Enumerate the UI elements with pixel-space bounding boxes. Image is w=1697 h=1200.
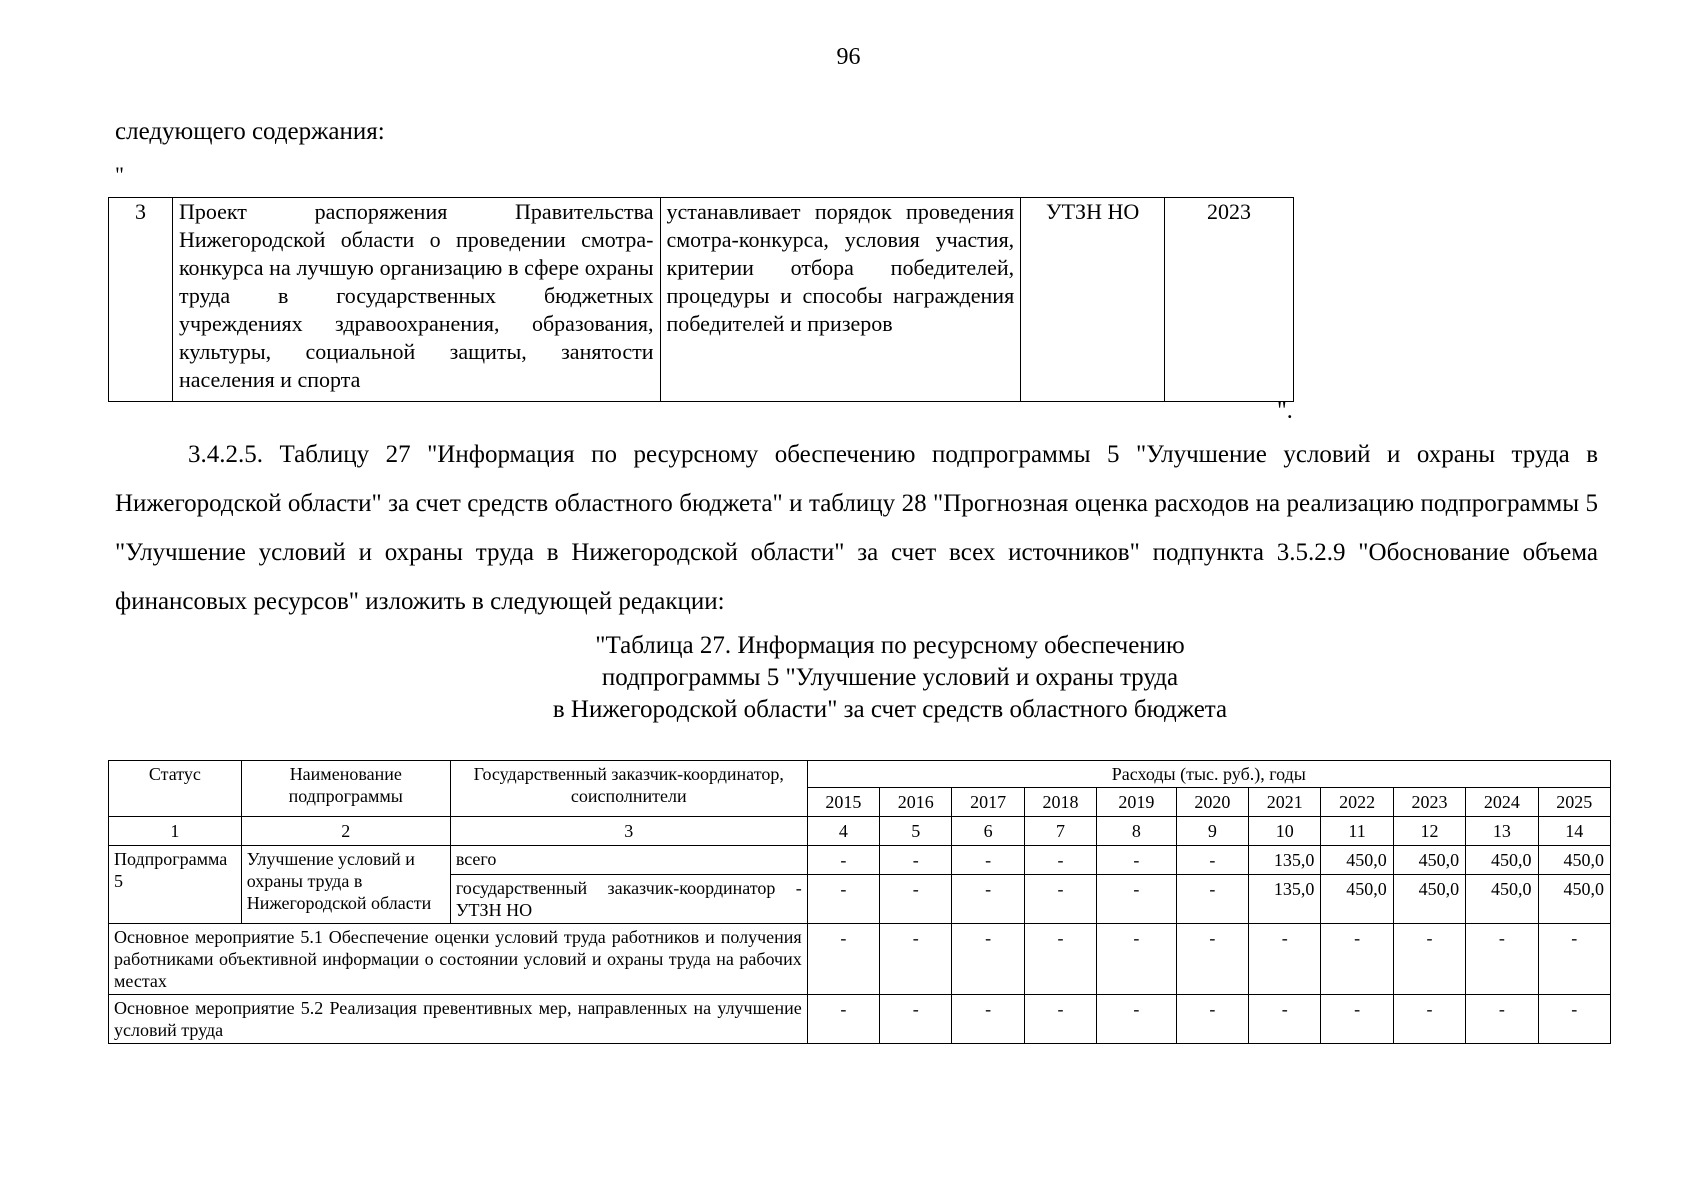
expense-value: - (1538, 995, 1611, 1044)
document-name: Проект распоряжения Правительства Нижегородской области о проведении смотра-конкурса на лучшую организацию в сфере охраны труда в государственных бюджетных учреждениях здравоохранения, образования, культуры, социальной защиты, занятости населения и спорта (172, 198, 660, 402)
column-number: 13 (1466, 817, 1538, 846)
document-description: устанавливает порядок проведения смотра-конкурса, условия участия, критерии отбора победителей, процедуры и способы награждения победителей и призеров (660, 198, 1021, 402)
header-row (109, 761, 1611, 788)
expense-value: - (1097, 846, 1176, 875)
row-label: государственный заказчик-координатор - УТЗН НО (450, 875, 807, 924)
table-row (109, 995, 1611, 1044)
expense-value: - (952, 924, 1024, 995)
closing-quote: ". (1277, 398, 1293, 424)
expense-value: 450,0 (1466, 846, 1538, 875)
caption-line-2: подпрограммы 5 "Улучшение условий и охраны труда (601, 664, 1179, 691)
expense-value: 450,0 (1393, 875, 1465, 924)
expense-value: - (1249, 995, 1321, 1044)
year-header: 2015 (807, 788, 879, 817)
column-number: 7 (1024, 817, 1096, 846)
column-number: 6 (952, 817, 1024, 846)
expense-value: - (880, 924, 952, 995)
expense-value: - (1097, 924, 1176, 995)
expense-value: - (807, 875, 879, 924)
year-header: 2020 (1176, 788, 1248, 817)
expense-value: - (1393, 924, 1465, 995)
column-number: 11 (1321, 817, 1393, 846)
expense-value: 135,0 (1249, 846, 1321, 875)
expense-value: - (1176, 924, 1248, 995)
expense-value: - (1249, 924, 1321, 995)
expense-value: - (880, 846, 952, 875)
expense-value: 450,0 (1538, 846, 1611, 875)
expense-value: - (952, 995, 1024, 1044)
column-number: 5 (880, 817, 952, 846)
measures-table (108, 197, 1294, 402)
expense-value: - (1466, 924, 1538, 995)
expense-value: 450,0 (1466, 875, 1538, 924)
expense-value: - (880, 875, 952, 924)
expense-value: 450,0 (1393, 846, 1465, 875)
caption-line-1: "Таблица 27. Информация по ресурсному обеспечению (595, 632, 1185, 659)
row-number: 3 (109, 198, 173, 402)
intro-text: следующего содержания: (115, 118, 385, 145)
header-status: Статус (109, 761, 242, 817)
year-header: 2024 (1466, 788, 1538, 817)
year-header: 2016 (880, 788, 952, 817)
expense-value: 450,0 (1321, 875, 1393, 924)
column-number: 4 (807, 817, 879, 846)
expense-value: - (1024, 875, 1096, 924)
activity-text: Основное мероприятие 5.1 Обеспечение оценки условий труда работников и получения работниками объективной информации о состоянии условий и охраны труда на рабочих местах (109, 924, 808, 995)
opening-quote: " (115, 162, 124, 187)
header-name: Наименование подпрограммы (241, 761, 450, 817)
expense-value: - (1176, 875, 1248, 924)
activity-text: Основное мероприятие 5.2 Реализация превентивных мер, направленных на улучшение условий труда (109, 995, 808, 1044)
subprogram-status: Подпрограмма 5 (109, 846, 242, 924)
column-number: 8 (1097, 817, 1176, 846)
column-number: 12 (1393, 817, 1465, 846)
expense-value: - (1393, 995, 1465, 1044)
column-number: 9 (1176, 817, 1248, 846)
header-customer: Государственный заказчик-координатор, соисполнители (450, 761, 807, 817)
subprogram-name: Улучшение условий и охраны труда в Нижегородской области (241, 846, 450, 924)
expense-value: 135,0 (1249, 875, 1321, 924)
year: 2023 (1165, 198, 1294, 402)
caption-line-3: в Нижегородской области" за счет средств областного бюджета (552, 696, 1228, 723)
table-row (109, 198, 1294, 402)
expense-value: - (1024, 995, 1096, 1044)
expense-value: - (1538, 924, 1611, 995)
column-number: 14 (1538, 817, 1611, 846)
expense-value: - (952, 875, 1024, 924)
executor: УТЗН НО (1021, 198, 1165, 402)
column-number: 1 (109, 817, 242, 846)
body-paragraph: 3.4.2.5. Таблицу 27 "Информация по ресурсному обеспечению подпрограммы 5 "Улучшение условий и охраны труда в Нижегородской области" за счет средств областного бюджета" и таблицу 28 "Прогнозная оценка расходов на реализацию подпрограммы 5 "Улучшение условий и охраны труда в Нижегородской области" за счет всех источников" подпункта 3.5.2.9 "Обоснование объема финансовых ресурсов" изложить в следующей редакции: (115, 441, 1598, 615)
expense-value: - (1024, 846, 1096, 875)
expense-value: 450,0 (1321, 846, 1393, 875)
year-header: 2022 (1321, 788, 1393, 817)
column-number: 10 (1249, 817, 1321, 846)
expense-value: - (807, 846, 879, 875)
column-number: 2 (241, 817, 450, 846)
year-header: 2021 (1249, 788, 1321, 817)
expense-value: - (1321, 924, 1393, 995)
expense-value: - (1097, 875, 1176, 924)
year-header: 2018 (1024, 788, 1096, 817)
year-header: 2025 (1538, 788, 1611, 817)
header-expenses: Расходы (тыс. руб.), годы (807, 761, 1610, 788)
expense-value: - (807, 924, 879, 995)
table-row (109, 846, 1611, 875)
row-label: всего (450, 846, 807, 875)
table-row (109, 924, 1611, 995)
column-number: 3 (450, 817, 807, 846)
resource-table (108, 760, 1611, 1044)
year-header: 2019 (1097, 788, 1176, 817)
expense-value: - (807, 995, 879, 1044)
expense-value: - (880, 995, 952, 1044)
expense-value: 450,0 (1538, 875, 1611, 924)
year-header: 2017 (952, 788, 1024, 817)
expense-value: - (1024, 924, 1096, 995)
expense-value: - (1097, 995, 1176, 1044)
expense-value: - (1321, 995, 1393, 1044)
expense-value: - (1466, 995, 1538, 1044)
table-caption (300, 630, 1480, 726)
expense-value: - (1176, 846, 1248, 875)
expense-value: - (1176, 995, 1248, 1044)
page-number: 96 (836, 44, 861, 70)
column-numbers-row (109, 817, 1611, 846)
year-header: 2023 (1393, 788, 1465, 817)
expense-value: - (952, 846, 1024, 875)
